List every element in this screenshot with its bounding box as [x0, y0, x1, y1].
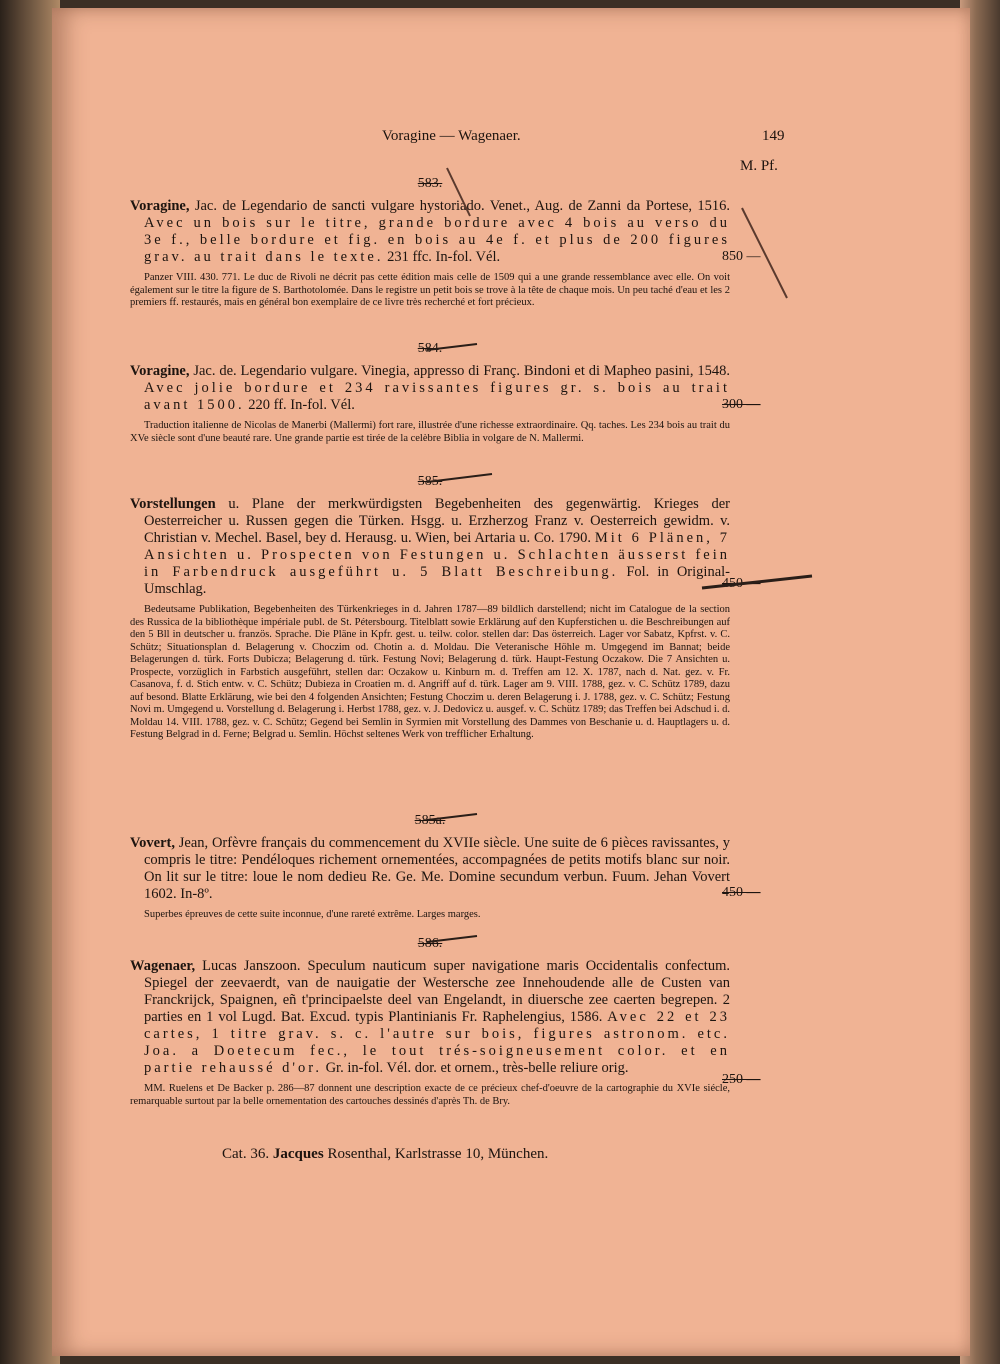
pencil-stroke: [427, 814, 477, 820]
catalogue-page: [52, 8, 970, 1356]
pencil-marks: [52, 8, 970, 1356]
entry-note: Panzer VIII. 430. 771. Le duc de Rivoli ne décrit pas cette édition mais celle de 1509 qui a une grande ressemblance avec elle. On voit également sur le titre la figure de S. Barthotolomée. Dans le registre un petit bois se trove à la tête de chaque mois. Un peu taché d'eau et les 2 premiers ff. restaurés, mais en général bon exemplaire de ce livre très recherché et fort précieux.: [130, 272, 730, 308]
entry-number: 586.: [417, 936, 443, 951]
entry-price: 250 —: [722, 1072, 761, 1087]
pencil-stroke: [742, 208, 787, 298]
entry-number: 585a.: [414, 813, 446, 828]
entry-heading: Voragine,: [130, 363, 190, 379]
entry-note: MM. Ruelens et De Backer p. 286—87 donnent une description exacte de ce précieux chef-d'oeuvre de la cartographie du XVIe siécle, remarquable surtout par la belle ornementation des cartouches dessinés d'après Th. de Bry.: [130, 1083, 730, 1107]
entry-text: Voragine, Jac. de. Legendario vulgare. Vinegia, appresso di Franç. Bindoni et di Mapheo pasini, 1548. Avec jolie bordure et 234 ravissantes figures gr. s. bois au trait avant 1500. 220 ff. In-fol. Vél.: [130, 363, 730, 413]
running-title: Voragine — Wagenaer.: [382, 128, 521, 144]
footer-catalogue-number: Cat. 36.: [222, 1146, 270, 1162]
pencil-stroke: [427, 344, 477, 350]
entry-text: Voragine, Jac. de Legendario de sancti vulgare hystoriado. Venet., Aug. de Zanni da Portese, 1516. Avec un bois sur le titre, grande bordure avec 4 bois au verso du 3e f., belle bordure et fig. en bois au 4e f. et plus de 200 figures grav. au trait dans le texte. 231 ffc. In-fol. Vél.: [130, 198, 730, 265]
entry-heading: Voragine,: [130, 198, 190, 214]
entry-number: 584.: [417, 341, 443, 356]
pencil-stroke: [447, 168, 470, 216]
entry-text: Vovert, Jean, Orfèvre français du commencement du XVIIe siècle. Une suite de 6 pièces ravissantes, y compris le titre: Pendéloques richement ornementées, accompagnées de petits motifs blanc sur noir. On lit sur le titre: loue le nom dedieu Re. Ge. Me. Domine secundum verbun. Fuum. Jehan Vovert 1602. In-8º.: [130, 835, 730, 902]
currency-label: M. Pf.: [740, 158, 778, 174]
page-number: 149: [762, 128, 785, 144]
entry-note: Superbes épreuves de cette suite inconnue, d'une rareté extrême. Larges marges.: [144, 909, 481, 920]
entry-heading: Vovert,: [130, 835, 175, 851]
entry-heading: Wagenaer,: [130, 958, 196, 974]
entry-price: 450 —: [722, 576, 761, 591]
entry-price: 300 —: [722, 397, 761, 412]
book-binding: [0, 0, 60, 1364]
entry-heading: Vorstellungen: [130, 496, 216, 512]
footer-publisher-name: Jacques: [272, 1146, 324, 1162]
entry-note: Bedeutsame Publikation, Begebenheiten des Türkenkrieges in d. Jahren 1787—89 bildlich darstellend; nicht im Catalogue de la section des Russica de la bibliothèque impériale publ. de St. Pétersbourg. Titelblatt sowie Erklärung auf den Kupferstichen u. die Beschreibungen auf den 5 Bll in deutscher u. französ. Sprache. Die Pläne in Kpfr. gest. u. teilw. color. stellen dar: Das österreich. Lager vor Sabatz, Kpfrst. v. C. Schütz; Situationsplan d. Belagerung v. Choczim od. Chotin a. d. Moldau. Die Veteranische Höhle m. Umgegend im Bannat; beide Belagerungen d. türk. Forts Dubicza; Belagerung d. türk. Festung Novi; Belagerung d. türk. Haupt-Festung Oczakow. Die 7 Ansichten u. Prospecte, vorzüglich in Farbstich ausgeführt, stellen dar: Oczakow u. Kinburn m. d. Treffen am 12. X. 1787, nach d. Nat. gez. v. Fr. Casanova, f. d. Stich entw. v. C. Schütz; Dubieza in Croatien m. d. Angriff auf d. türk. Lager am 9. VIII. 1788, gez. v. C. Schütz 1789, dazu auf besond. Blatte Erklärung, wie bei den 4 folgenden Ansichten; Festung Choczim u. deren Belagerung i. J. 1788, gez. v. C. Schütz; Festung Novi m. Umgegend u. Vorstellung d. Belagerung i. Herbst 1788, gez. v. J. Dedovicz u. ausgef. v. C. Schütz 1789; das Treffen bei Adschud i. d. Moldau 14. VIII. 1788, gez. v. C. Schütz; Gegend bei Semlin in Syrmien mit Vorstellung des Dammes von Beschanie u. d. Hauptlagers u. d. Festung Belgrad in d. Ferne; Belgrad u. Semlin. Höchst seltenes Werk von trefflicher Erhaltung.: [130, 604, 730, 740]
entry-text: Wagenaer, Lucas Janszoon. Speculum nauticum super navigatione maris Occidentalis confectum. Spiegel der zeevaerdt, van de nauigatie der Westersche zee Innehoudende alle de Custen van Franckrijck, Spaignen, eñ t'principaelste deel van Engelandt, in diuersche zee caerten begrepen. 2 parties en 1 vol Lugd. Bat. Excud. typis Plantinianis Fr. Raphelengius, 1586. Avec 22 et 23 cartes, 1 titre grav. s. c. l'autre sur bois, figures astronom. etc. Joa. a Doetecum fec., le tout trés-soigneusement color. et en partie rehaussé d'or. Gr. in-fol. Vél. dor. et ornem., très-belle reliure orig.: [130, 958, 730, 1076]
entry-number: 585.: [417, 474, 443, 489]
pencil-stroke: [702, 576, 812, 588]
pencil-stroke: [427, 936, 477, 942]
entry-price: 450 —: [722, 885, 761, 900]
footer-address: Rosenthal, Karlstrasse 10, München.: [323, 1146, 549, 1162]
entry-number: 583.: [417, 176, 443, 191]
entry-price: 850 —: [722, 249, 761, 264]
entry-note: Traduction italienne de Nicolas de Manerbi (Mallermi) fort rare, illustrée d'une richesse extraordinaire. Qq. taches. Les 234 bois au trait du XVe siècle sont d'une beauté rare. Une grande partie est tirée de la celèbre Biblia in volgare de N. Mallermi.: [130, 420, 730, 444]
pencil-stroke: [427, 474, 492, 482]
entry-text: Vorstellungen u. Plane der merkwürdigsten Begebenheiten des gegenwärtig. Krieges der Oesterreicher u. Russen gegen die Türken. Hsgg. u. Erzherzog Franz v. Oesterreich gewidm. v. Christian v. Mechel. Basel, bey d. Herausg. u. Wien, bei Artaria u. Co. 1790. Mit 6 Plänen, 7 Ansichten u. Prospecten von Festungen u. Schlachten äusserst fein in Farbendruck ausgeführt u. 5 Blatt Beschreibung. Fol. in Original-Umschlag.: [130, 496, 730, 597]
